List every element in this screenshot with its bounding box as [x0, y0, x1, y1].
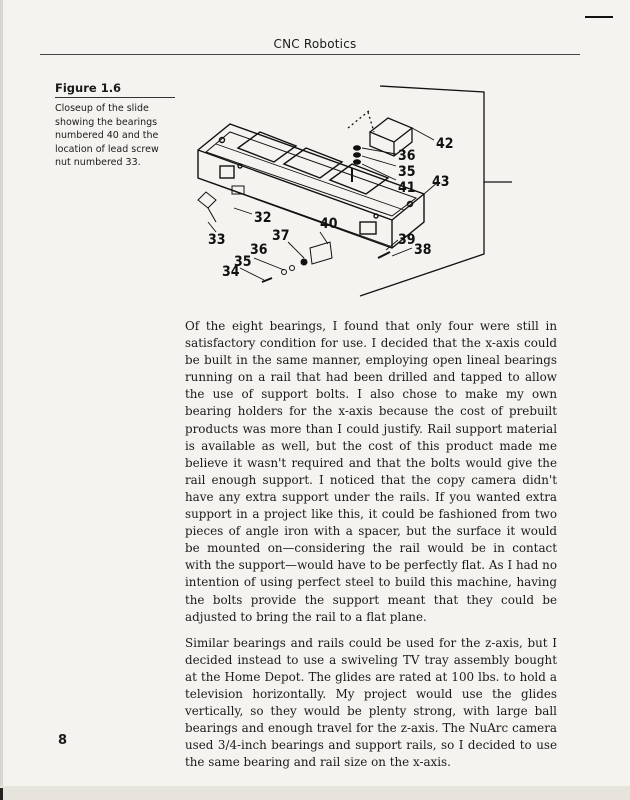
part-label: 39 [398, 232, 416, 248]
corner-rule [585, 16, 613, 18]
scan-edge-left [0, 0, 3, 800]
paragraph: Of the eight bearings, I found that only four were still in satisfactory condition for use. I decided that the x-axis could be built in the same manner, employing open lineal bearings running on a rail that had been drilled and tapped to allow the use of support bolts. I also chose to make my own bearing holders for the x-axis because the cost of prebuilt products was more than I could justify. Rail support material is available as well, but the cost of this product made me believe it wasn't required and that the bolts would give the rail enough support. I noticed that the copy camera didn't have any extra support under the rails. If you wanted extra support in a project like this, it could be fashioned from two pieces of angle iron with a spacer, but the surface it would be mounted on—considering the rail would be in contact with the support—would have to be perfectly flat. As I had no intention of using perfect steel to build this machine, having the bolts provide the support meant that they could be adjusted to bring the rail to a flat plane. [185, 319, 557, 624]
scan-mark [0, 788, 3, 800]
part-label: 37 [272, 228, 290, 244]
part-label: 35 [234, 254, 252, 270]
scan-edge-bottom [0, 786, 630, 800]
figure-caption: Closeup of the slide showing the bearings numbered 40 and the location of lead screw nut numbered 33. [55, 103, 159, 168]
header-rule [40, 54, 580, 55]
part-label: 42 [436, 136, 454, 152]
figure-label: Figure 1.6 [55, 81, 122, 95]
part-label: 38 [414, 242, 432, 258]
part-label: 34 [222, 264, 240, 280]
part-label: 33 [208, 232, 226, 248]
part-label: 36 [398, 148, 416, 164]
part-label: 40 [320, 216, 338, 232]
part-label: 41 [398, 180, 416, 196]
figure-label-rule [55, 97, 175, 98]
paragraph: Similar bearings and rails could be used for the z-axis, but I decided instead to use a swiveling TV tray assembly bought at the Home Depot. The glides are rated at 100 lbs. to hold a television horizontally. My project would use the glides vertically, so they would be plenty strong, with large ball bearings and enough travel for the z-axis. The NuArc camera used 3/4-inch bearings and support rails, so I decided to use the same bearing and rail size on the x-axis. [185, 635, 557, 770]
body-text [185, 318, 557, 780]
part-label: 43 [432, 174, 450, 190]
part-label: 35 [398, 164, 416, 180]
page-number: 8 [58, 733, 68, 748]
slide-exploded-diagram [180, 82, 580, 304]
part-label: 36 [250, 242, 268, 258]
running-head: CNC Robotics [273, 37, 357, 51]
part-label: 32 [254, 210, 272, 226]
